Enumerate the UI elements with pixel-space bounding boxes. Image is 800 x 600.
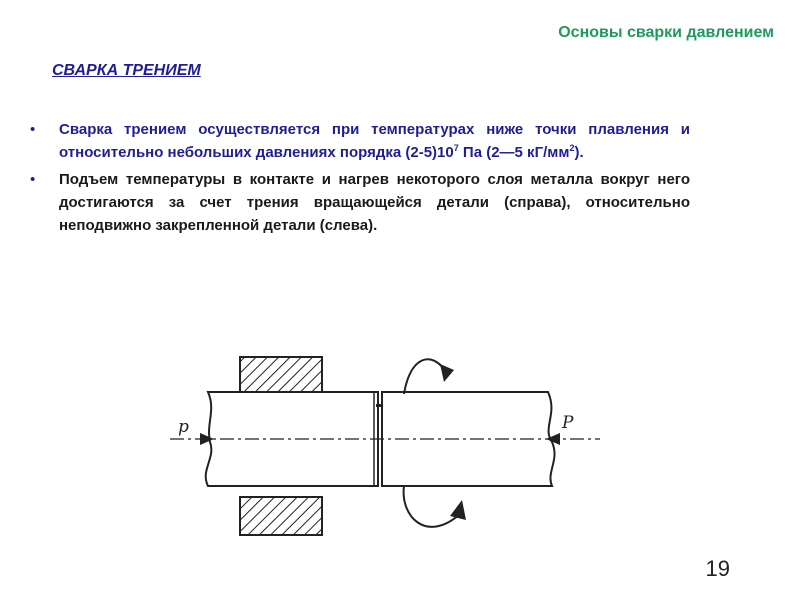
- rotation-arrowhead-lower-icon: [450, 500, 466, 520]
- left-force-label: p: [178, 417, 189, 437]
- bullet-1-text-mid: Па (2—5 кГ/мм: [458, 144, 570, 161]
- slide-header-title: Основы сварки давлением: [558, 24, 774, 41]
- bullet-1-unit-exponent: 2: [569, 143, 575, 153]
- friction-welding-diagram: [170, 352, 600, 540]
- right-force-label: P: [562, 413, 574, 433]
- section-title: СВАРКА ТРЕНИЕМ: [52, 62, 201, 79]
- slide-number: 19: [705, 556, 730, 581]
- rotation-arrowhead-icon: [440, 364, 454, 382]
- bullet-1-exponent: 7: [453, 143, 459, 153]
- rotation-arc-lower: [404, 486, 460, 527]
- bullet-item-heating: [30, 168, 690, 237]
- bullet-item-conditions: [30, 118, 690, 164]
- clamp-upper-block: [240, 357, 322, 395]
- bullet-2-text: Подъем температуры в контакте и нагрев некоторого слоя металла вокруг него достигаются за счет трения вращающейся детали (справа), относительно неподвижно закрепленной детали (слева).: [59, 171, 690, 234]
- bullet-1-text-before: Сварка трением осуществляется при температурах ниже точки плавления и относительно небольших давлениях порядка (2-5)10: [59, 121, 690, 161]
- rotation-arc-upper: [404, 359, 446, 394]
- bullet-list: [30, 118, 690, 241]
- clamp-lower-block: [240, 497, 322, 535]
- bullet-1-text-after: ).: [574, 144, 584, 161]
- contact-mark: [376, 404, 382, 407]
